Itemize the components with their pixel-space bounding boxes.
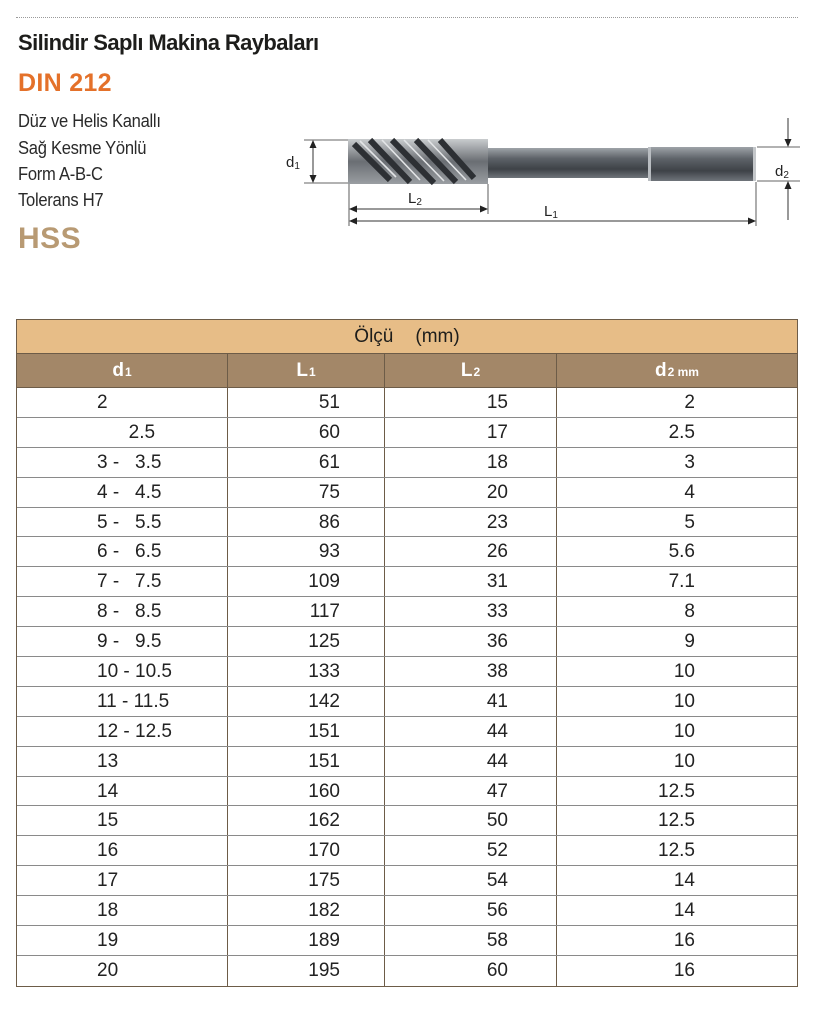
column-header-l2: L2: [385, 354, 557, 387]
cell-l2: 26: [385, 537, 557, 566]
cell-d1: 5 - 5.5: [17, 508, 228, 537]
cell-l1: 151: [228, 747, 385, 776]
table-row: [17, 926, 797, 956]
table-row: [17, 627, 797, 657]
d2-label: d2: [775, 163, 789, 181]
cell-d1: 2.5: [17, 418, 228, 447]
cell-l1: 75: [228, 478, 385, 507]
cell-l2: 33: [385, 597, 557, 626]
cell-d2: 2.5: [668, 421, 695, 443]
cell-l2: 41: [385, 687, 557, 716]
cell-d1: 19: [17, 926, 228, 955]
cell-d2: 4: [684, 481, 695, 503]
cell-d2: 12.5: [658, 780, 695, 802]
cell-d2: 10: [673, 690, 695, 712]
cell-l2: 54: [385, 866, 557, 895]
reamer-drawing: [270, 110, 810, 240]
table-header: [17, 354, 797, 388]
table-row: [17, 687, 797, 717]
cell-d2: 14: [673, 870, 695, 892]
cell-d2: 10: [673, 661, 695, 683]
cell-l1: 151: [228, 717, 385, 746]
cell-d2: 5: [684, 511, 695, 533]
cell-l1: 86: [228, 508, 385, 537]
top-divider: [16, 17, 798, 18]
cell-d1: 18: [17, 896, 228, 925]
cell-l2: 17: [385, 418, 557, 447]
cell-l2: 60: [385, 956, 557, 986]
cell-d2: 14: [673, 900, 695, 922]
cell-l1: 160: [228, 777, 385, 806]
cell-d2: 5.6: [668, 541, 695, 563]
cell-l2: 52: [385, 836, 557, 865]
cell-d2: 12.5: [658, 810, 695, 832]
cell-l1: 175: [228, 866, 385, 895]
cell-l2: 36: [385, 627, 557, 656]
cell-l2: 31: [385, 567, 557, 596]
cell-l2: 47: [385, 777, 557, 806]
cell-l1: 93: [228, 537, 385, 566]
material-label: HSS: [18, 222, 82, 255]
column-header-d1: d1: [17, 354, 228, 387]
table-body: [17, 388, 797, 986]
cell-d2: 10: [673, 750, 695, 772]
standard-label: DIN 212: [18, 69, 112, 97]
cell-d1: 14: [17, 777, 228, 806]
cell-d2: 7.1: [668, 571, 695, 593]
cell-d2: 16: [673, 930, 695, 952]
spec-line-cutting-direction: Sağ Kesme Yönlü: [18, 138, 147, 158]
reamer-body: [348, 139, 756, 184]
cell-d1: 13: [17, 747, 228, 776]
cell-d2: 16: [673, 959, 695, 981]
cell-l1: 195: [228, 956, 385, 986]
table-row: [17, 956, 797, 986]
d1-label: d1: [286, 154, 300, 172]
cell-l2: 38: [385, 657, 557, 686]
cell-d2: 3: [684, 451, 695, 473]
cell-d1: 11 - 11.5: [17, 687, 228, 716]
spec-line-flutes: Düz ve Helis Kanallı: [18, 111, 161, 131]
column-header-l1: L1: [228, 354, 385, 387]
table-row: [17, 418, 797, 448]
cell-d1: 9 - 9.5: [17, 627, 228, 656]
cell-l1: 117: [228, 597, 385, 626]
cell-d1: 4 - 4.5: [17, 478, 228, 507]
table-row: [17, 836, 797, 866]
cell-l1: 60: [228, 418, 385, 447]
cell-l2: 44: [385, 717, 557, 746]
cell-l2: 44: [385, 747, 557, 776]
table-caption: [17, 320, 797, 354]
cell-d2: 8: [684, 601, 695, 623]
cell-d1: 7 - 7.5: [17, 567, 228, 596]
cell-l1: 133: [228, 657, 385, 686]
cell-l2: 20: [385, 478, 557, 507]
cell-l2: 18: [385, 448, 557, 477]
l2-label: L2: [408, 190, 422, 208]
table-row: [17, 567, 797, 597]
table-row: [17, 777, 797, 807]
table-row: [17, 866, 797, 896]
table-row: [17, 657, 797, 687]
cell-d1: 17: [17, 866, 228, 895]
spec-line-form: Form A-B-C: [18, 164, 103, 184]
table-row: [17, 388, 797, 418]
cell-l1: 142: [228, 687, 385, 716]
cell-l1: 162: [228, 806, 385, 835]
table-caption-text: Ölçü: [354, 326, 394, 347]
cell-d1: 8 - 8.5: [17, 597, 228, 626]
cell-d1: 10 - 10.5: [17, 657, 228, 686]
page-title: Silindir Saplı Makina Raybaları: [18, 30, 319, 55]
column-header-d2: d2 mm: [655, 360, 699, 381]
table-row: [17, 896, 797, 926]
dimensions-table: [16, 319, 798, 987]
table-row: [17, 806, 797, 836]
cell-l1: 109: [228, 567, 385, 596]
table-row: [17, 478, 797, 508]
table-row: [17, 597, 797, 627]
cell-l1: 182: [228, 896, 385, 925]
cell-d1: 2: [17, 388, 228, 417]
cell-d1: 3 - 3.5: [17, 448, 228, 477]
cell-l2: 56: [385, 896, 557, 925]
cell-l1: 189: [228, 926, 385, 955]
cell-d2: 12.5: [658, 840, 695, 862]
table-row: [17, 508, 797, 538]
cell-l1: 170: [228, 836, 385, 865]
cell-l2: 23: [385, 508, 557, 537]
table-caption-unit: (mm): [415, 326, 460, 347]
cell-d1: 16: [17, 836, 228, 865]
cell-d1: 20: [17, 956, 228, 986]
cell-l1: 61: [228, 448, 385, 477]
cell-l1: 125: [228, 627, 385, 656]
table-row: [17, 717, 797, 747]
table-row: [17, 448, 797, 478]
spec-line-tolerance: Tolerans H7: [18, 190, 104, 210]
cell-d1: 15: [17, 806, 228, 835]
l1-label: L1: [544, 203, 558, 221]
cell-l2: 15: [385, 388, 557, 417]
cell-d2: 9: [684, 631, 695, 653]
cell-l1: 51: [228, 388, 385, 417]
table-row: [17, 537, 797, 567]
cell-d1: 12 - 12.5: [17, 717, 228, 746]
cell-l2: 50: [385, 806, 557, 835]
cell-l2: 58: [385, 926, 557, 955]
d1-dimension: [304, 140, 348, 183]
cell-d2: 2: [684, 392, 695, 413]
cell-d2: 10: [673, 720, 695, 742]
cell-d1: 6 - 6.5: [17, 537, 228, 566]
table-row: [17, 747, 797, 777]
